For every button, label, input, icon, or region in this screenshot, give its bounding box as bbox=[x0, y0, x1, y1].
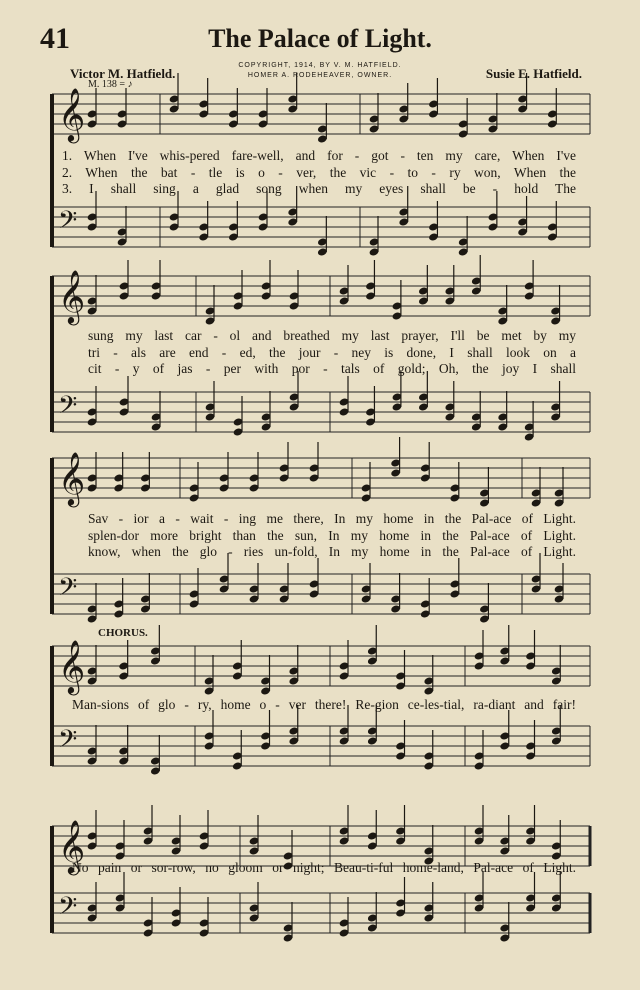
bass-clef: 𝄢 bbox=[58, 573, 78, 608]
lyric-line: Man-sions of glo - ry, home o - ver there! Re-gion ce-les-tial, ra-diant and fair! bbox=[72, 697, 576, 712]
lyric-line: 3. I shall sing a glad song when my eyes shall be - hold The bbox=[62, 181, 576, 196]
chorus-label: CHORUS. bbox=[98, 627, 148, 639]
lyric-line: sung my last car - ol and breathed my last prayer, I'll be met by my bbox=[88, 328, 576, 343]
lyric-line: splen-dor more bright than the sun, In my home in the Pal-ace of Light. bbox=[88, 527, 576, 543]
lyric-line: 2. When the bat - tle is o - ver, the vic - to - ry won, When the bbox=[62, 164, 576, 180]
tempo-marking: M. 138 = ♪ bbox=[88, 79, 133, 90]
chorus-lyrics-1 bbox=[72, 697, 576, 714]
hymn-number: 41 bbox=[40, 22, 70, 55]
bass-clef: 𝄢 bbox=[58, 206, 78, 241]
bass-clef: 𝄢 bbox=[58, 391, 78, 426]
treble-clef: 𝄞 bbox=[58, 451, 86, 505]
lyric-line: tri - als are end - ed, the jour - ney is done, I shall look on a bbox=[88, 344, 576, 360]
treble-clef: 𝄞 bbox=[58, 269, 86, 323]
lyric-line: cit - y of jas - per with por - tals of gold; Oh, the joy I shall bbox=[88, 361, 576, 376]
bass-clef: 𝄢 bbox=[58, 725, 78, 760]
composer: Victor M. Hatfield. bbox=[70, 66, 176, 81]
copyright-line: COPYRIGHT, 1914, BY V. M. HATFIELD. bbox=[238, 62, 402, 69]
treble-clef: 𝄞 bbox=[58, 87, 86, 141]
verse-lyrics-system-1 bbox=[62, 148, 576, 198]
lyric-line: Sav - ior a - wait - ing me there, In my home in the Pal-ace of Light. bbox=[88, 511, 576, 526]
author: Susie E. Hatfield. bbox=[485, 66, 582, 81]
treble-clef: 𝄞 bbox=[58, 819, 86, 873]
bass-clef: 𝄢 bbox=[58, 892, 78, 927]
lyric-line: know, when the glo - ries un-fold, In my home in the Pal-ace of Light. bbox=[88, 544, 576, 559]
hymn-title: The Palace of Light. bbox=[208, 24, 432, 53]
verse-lyrics-system-2 bbox=[88, 328, 576, 378]
lyric-line: 1. When I've whis-pered fare-well, and for - got - ten my care, When I've bbox=[62, 148, 576, 163]
lyric-line: No pain or sor-row, no gloom or night; Beau-ti-ful home-land, Pal-ace of Light. bbox=[72, 860, 576, 875]
owner-line: HOMER A. RODEHEAVER, OWNER. bbox=[247, 72, 393, 79]
verse-lyrics-system-3 bbox=[88, 511, 576, 561]
chorus-lyrics-2 bbox=[72, 860, 576, 877]
treble-clef: 𝄞 bbox=[58, 639, 86, 693]
